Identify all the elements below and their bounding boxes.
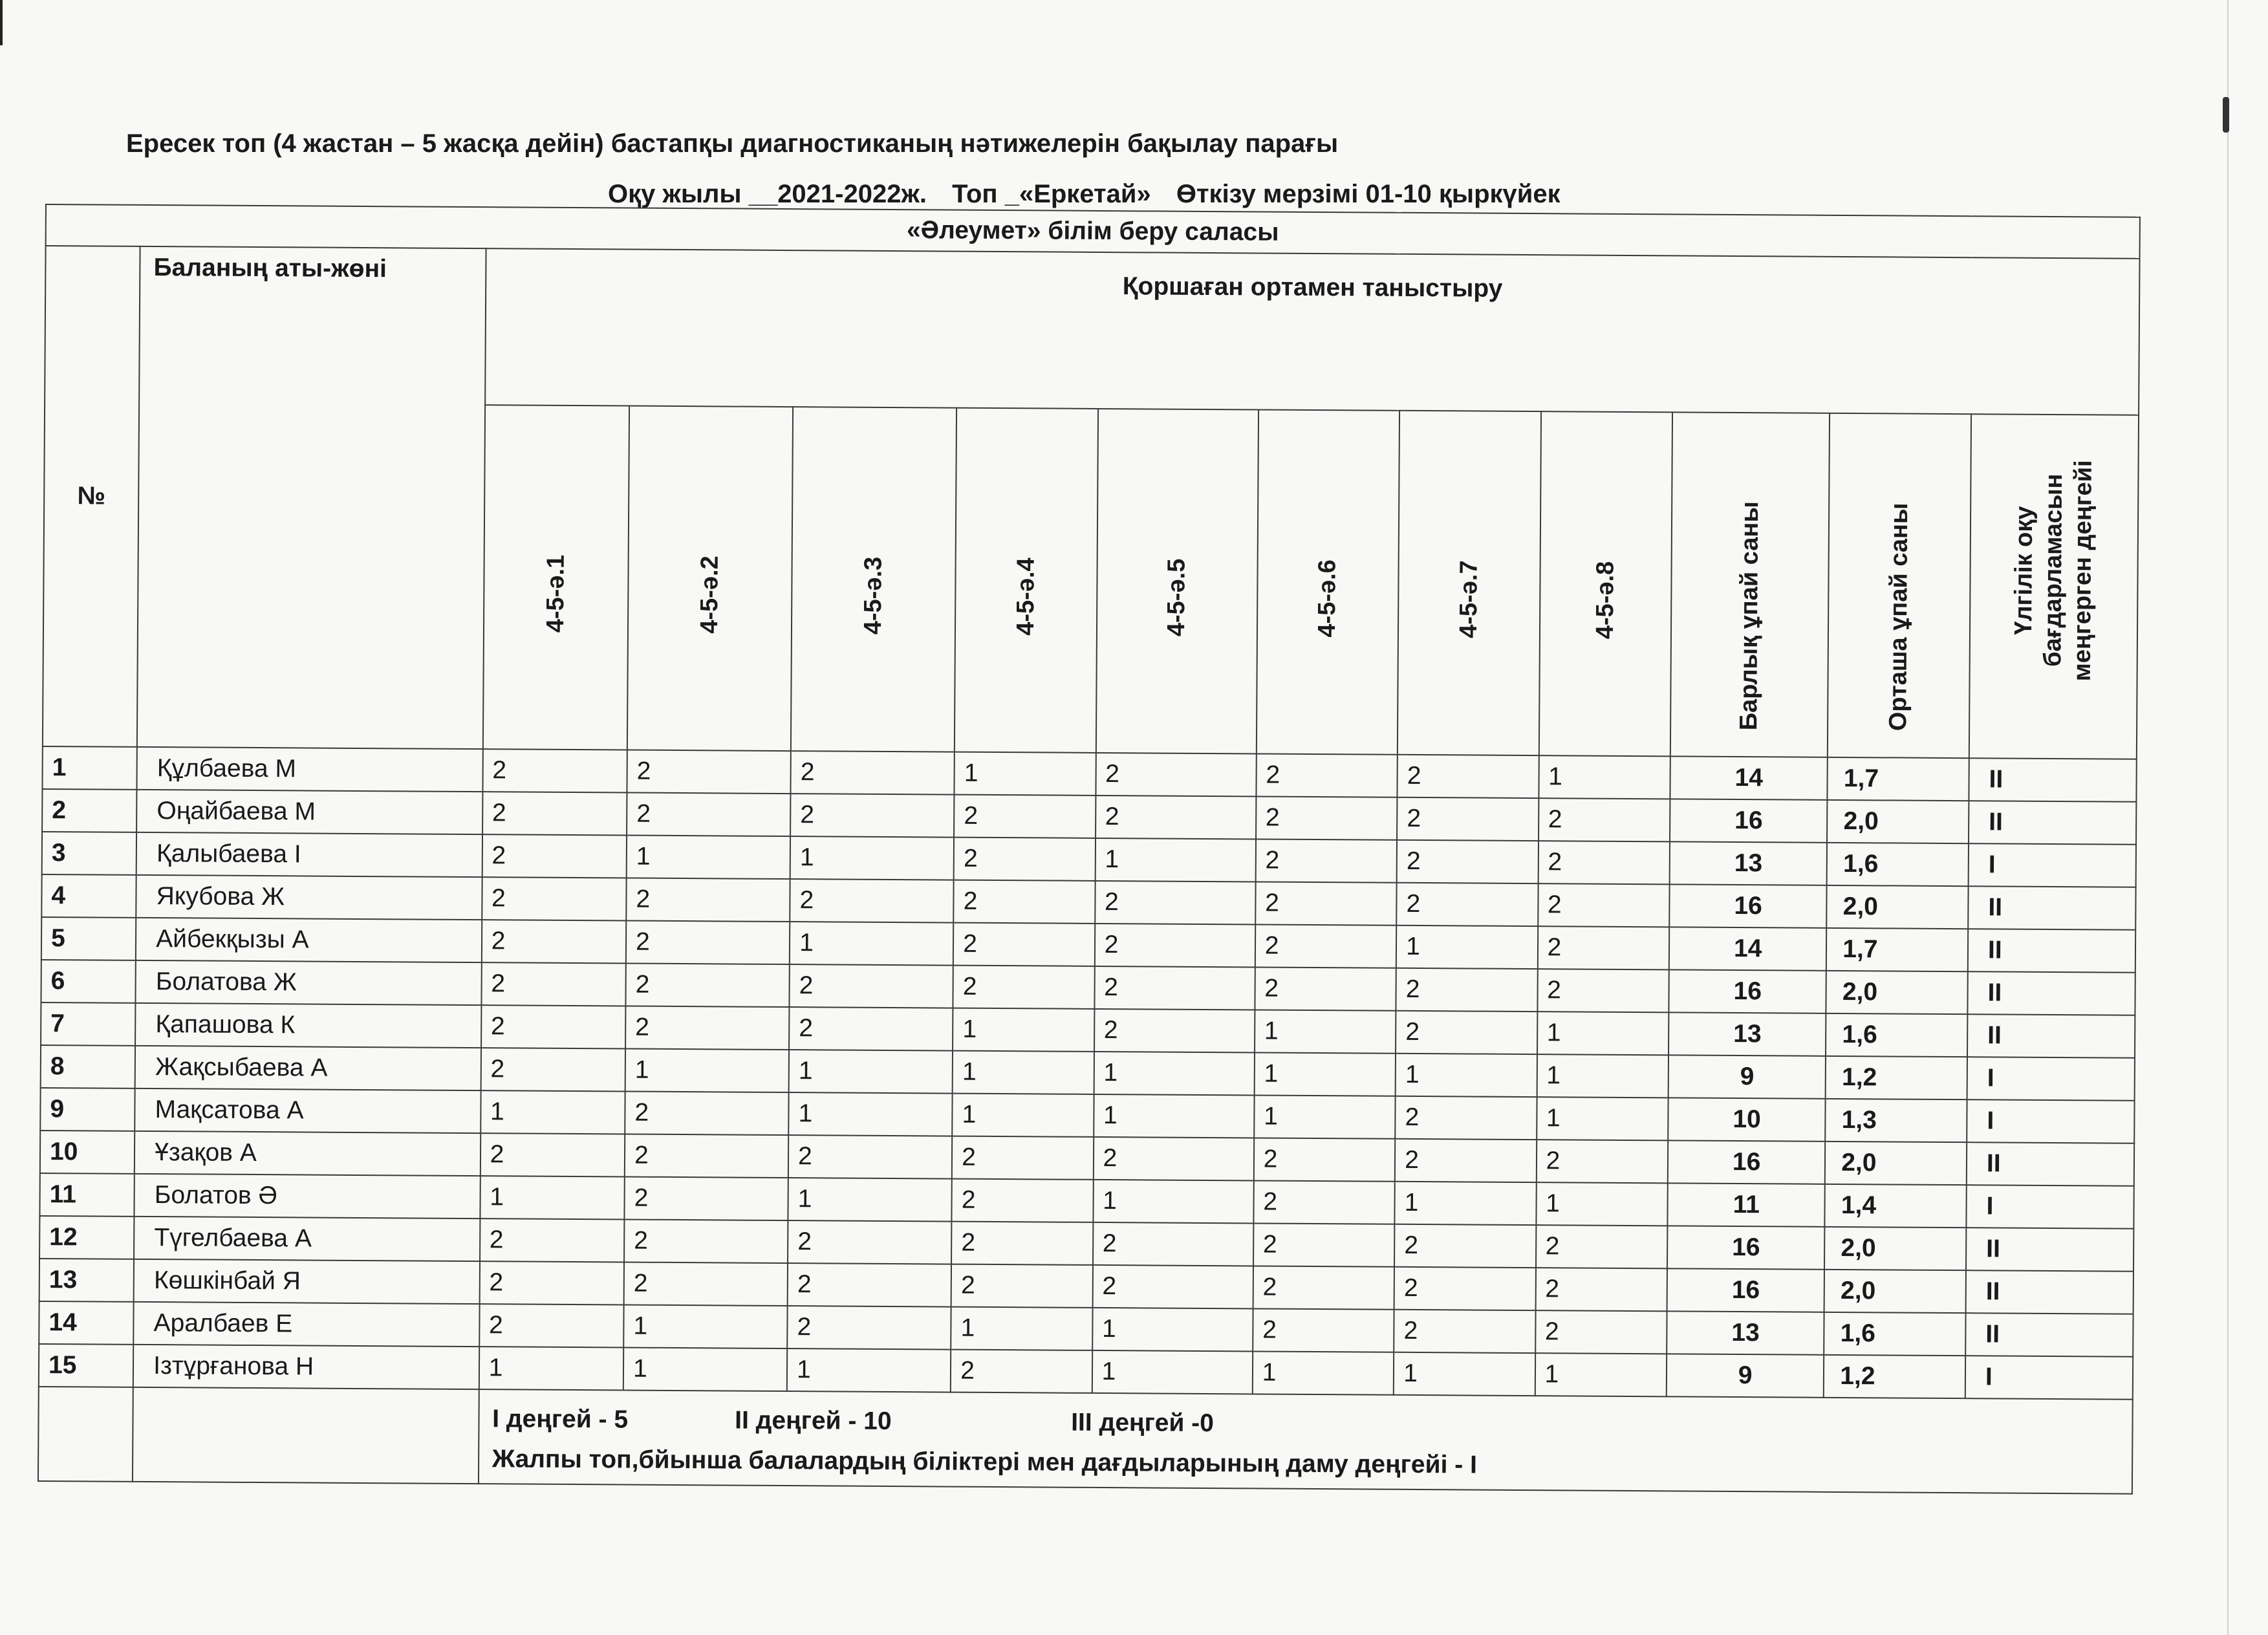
score-cell: 1 <box>955 752 1096 796</box>
child-name: Көшкінбай Я <box>134 1259 480 1304</box>
score-cell: 2 <box>1538 883 1670 927</box>
column-header: 4-5-ә.3 <box>791 407 956 752</box>
score-cell: 1 <box>1094 1094 1255 1138</box>
child-name: Жақсыбаева А <box>135 1046 481 1090</box>
column-header: 4-5-ә.1 <box>483 405 630 750</box>
child-name: Мақсатова А <box>135 1088 481 1133</box>
score-cell: 2 <box>1395 1139 1537 1182</box>
child-name: Айбекқызы А <box>136 918 482 962</box>
document-title: Ересек топ (4 жастан – 5 жасқа дейін) бастапқы диагностиканың нәтижелерін бақылау парағы <box>126 129 1339 158</box>
score-cell: 1 <box>1093 1180 1254 1224</box>
score-cell: 2 <box>1536 1140 1668 1183</box>
score-cell: 2 <box>1394 1224 1536 1268</box>
average-score: 1,2 <box>1826 1056 1967 1099</box>
score-cell: 1 <box>953 1008 1094 1052</box>
average-score: 1,3 <box>1825 1099 1967 1142</box>
score-cell: 1 <box>789 1050 953 1094</box>
score-cell: 1 <box>623 1305 787 1348</box>
score-cell: 2 <box>479 1304 624 1347</box>
score-cell: 2 <box>1396 968 1538 1012</box>
score-cell: 2 <box>626 921 790 965</box>
number-header: № <box>43 246 140 747</box>
score-cell: 1 <box>790 922 953 966</box>
score-cell: 1 <box>1092 1308 1253 1352</box>
average-score: 2,0 <box>1827 800 1969 843</box>
row-number: 5 <box>41 917 136 960</box>
mastery-level: I <box>1967 1099 2134 1143</box>
child-name: Қапашова К <box>135 1003 481 1048</box>
row-number: 6 <box>41 960 136 1003</box>
score-cell: 1 <box>1396 1054 1537 1097</box>
average-score: 1,6 <box>1824 1312 1965 1356</box>
average-score: 1,7 <box>1826 928 1968 971</box>
area-title: «Әлеумет» білім беру саласы <box>46 204 2140 259</box>
score-cell: 2 <box>1397 840 1539 883</box>
total-score: 16 <box>1669 884 1827 927</box>
average-score: 1,2 <box>1824 1355 1965 1398</box>
column-header: 4-5-ә.7 <box>1398 411 1541 755</box>
score-cell: 2 <box>789 1007 953 1051</box>
score-cell: 1 <box>1537 1097 1669 1140</box>
score-cell: 1 <box>623 1347 787 1391</box>
score-cell: 2 <box>1397 797 1539 841</box>
score-cell: 2 <box>1253 1180 1395 1224</box>
average-score: 2,0 <box>1824 1270 1966 1313</box>
score-cell: 1 <box>479 1347 623 1390</box>
average-score: 2,0 <box>1825 1142 1967 1185</box>
mastery-level: II <box>1967 971 2135 1015</box>
score-cell: 1 <box>952 1094 1094 1137</box>
mastery-level: II <box>1966 1228 2133 1272</box>
total-score: 16 <box>1669 969 1827 1013</box>
score-cell: 1 <box>1537 1054 1669 1098</box>
total-header: Барлық ұпай саны <box>1670 412 1830 757</box>
score-cell: 2 <box>482 920 627 963</box>
score-cell: 2 <box>481 1005 626 1048</box>
row-number: 8 <box>41 1045 136 1088</box>
score-cell: 2 <box>1093 1137 1254 1181</box>
score-cell: 2 <box>951 1222 1093 1265</box>
score-cell: 2 <box>954 795 1096 838</box>
score-cell: 1 <box>627 836 790 880</box>
score-cell: 2 <box>788 1135 952 1179</box>
average-score: 2,0 <box>1826 971 1968 1014</box>
total-score: 16 <box>1670 799 1828 842</box>
scan-edge-mark <box>0 0 3 45</box>
total-score: 11 <box>1668 1183 1826 1226</box>
mastery-level: II <box>1968 886 2135 930</box>
score-cell: 1 <box>1394 1352 1535 1396</box>
average-score: 2,0 <box>1827 885 1969 929</box>
score-cell: 1 <box>1395 1182 1537 1225</box>
score-cell: 1 <box>1253 1351 1394 1394</box>
child-name: Якубова Ж <box>136 875 482 920</box>
score-cell: 1 <box>951 1307 1092 1350</box>
score-cell: 2 <box>1094 966 1255 1010</box>
score-cell: 2 <box>951 1264 1093 1308</box>
total-score: 16 <box>1667 1268 1825 1312</box>
row-number: 11 <box>39 1173 135 1217</box>
score-cell: 2 <box>625 1006 789 1050</box>
score-cell: 2 <box>790 794 954 838</box>
column-header: 4-5-ә.8 <box>1539 411 1672 756</box>
row-number: 3 <box>42 832 137 875</box>
page-edge-line <box>2227 0 2229 1635</box>
row-number: 9 <box>40 1088 135 1131</box>
score-cell: 1 <box>1094 1052 1255 1096</box>
header-row-1 <box>45 246 2139 415</box>
total-score: 10 <box>1668 1098 1826 1141</box>
score-cell: 2 <box>624 1219 788 1263</box>
row-number: 15 <box>39 1344 134 1387</box>
mastery-level: II <box>1966 1270 2133 1314</box>
score-cell: 2 <box>1255 839 1397 882</box>
score-cell: 2 <box>1096 796 1257 839</box>
score-cell: 2 <box>1395 1096 1537 1140</box>
total-score: 14 <box>1670 756 1828 799</box>
child-name: Қалыбаева І <box>136 832 482 877</box>
summary-row <box>38 1387 2133 1494</box>
score-cell: 1 <box>1536 1182 1668 1226</box>
score-cell: 1 <box>1095 838 1256 882</box>
child-name: Оңайбаева М <box>136 790 482 834</box>
average-score: 1,4 <box>1825 1184 1967 1228</box>
mastery-level: I <box>1965 1356 2133 1400</box>
level-3-count: III деңгей -0 <box>1071 1408 1215 1438</box>
score-cell: 1 <box>1396 926 1538 969</box>
score-cell: 2 <box>1539 798 1670 841</box>
mastery-level: I <box>1966 1185 2133 1229</box>
score-cell: 2 <box>1394 1310 1535 1353</box>
average-score: 1,6 <box>1826 1013 1967 1057</box>
score-cell: 2 <box>482 749 627 792</box>
total-score: 9 <box>1669 1055 1826 1098</box>
score-cell: 1 <box>1535 1353 1667 1396</box>
score-cell: 2 <box>1092 1265 1253 1309</box>
school-year: Оқу жылы __2021-2022ж. <box>608 180 927 208</box>
mastery-level: II <box>1968 929 2135 973</box>
row-number: 1 <box>42 746 137 790</box>
child-name: Болатов Ә <box>135 1174 481 1218</box>
average-score: 2,0 <box>1824 1227 1966 1270</box>
overall-summary: Жалпы топ,бйынша балалардың біліктері мен дағдыларының даму деңгейі - I <box>491 1445 1477 1479</box>
score-cell: 2 <box>1253 1266 1394 1309</box>
score-cell: 2 <box>1256 796 1398 839</box>
level-2-count: II деңгей - 10 <box>735 1406 892 1436</box>
score-cell: 2 <box>954 838 1096 881</box>
score-cell: 2 <box>1536 1225 1668 1268</box>
score-cell: 2 <box>788 1263 951 1307</box>
score-cell: 2 <box>1093 1222 1254 1266</box>
score-cell: 2 <box>1094 1009 1255 1053</box>
score-cell: 2 <box>1535 1268 1667 1311</box>
row-number: 13 <box>39 1259 135 1302</box>
mastery-level: II <box>1967 1014 2135 1058</box>
column-header: 4-5-ә.6 <box>1257 409 1400 754</box>
score-cell: 2 <box>481 962 626 1006</box>
mastery-level: II <box>1965 1313 2133 1357</box>
score-cell: 2 <box>1253 1308 1394 1352</box>
mastery-level: II <box>1969 801 2136 845</box>
period: Өткізу мерзімі 01-10 қыркүйек <box>1176 180 1561 208</box>
score-cell: 2 <box>1096 753 1257 797</box>
score-cell: 2 <box>1538 841 1670 884</box>
score-cell: 2 <box>787 1306 951 1350</box>
score-cell: 2 <box>790 879 953 923</box>
row-number: 7 <box>41 1002 136 1046</box>
score-cell: 1 <box>1255 1010 1396 1053</box>
score-cell: 1 <box>1539 755 1670 799</box>
total-score: 16 <box>1668 1140 1826 1184</box>
score-cell: 1 <box>1537 1012 1669 1055</box>
row-number: 2 <box>42 789 137 832</box>
average-score: 1,7 <box>1828 757 1969 801</box>
score-cell: 2 <box>625 1134 788 1178</box>
score-cell: 2 <box>482 792 627 835</box>
document-subtitle <box>608 180 1579 209</box>
level-header: Үлгілік оқу бағдарламасын меңгерген деңгейі <box>1969 414 2139 759</box>
score-cell: 2 <box>481 1048 625 1091</box>
score-cell: 1 <box>788 1178 952 1222</box>
mastery-level: I <box>1967 1057 2135 1101</box>
child-name: Аралбаев Е <box>133 1302 479 1347</box>
mastery-level: I <box>1969 843 2136 887</box>
score-cell: 2 <box>627 793 790 837</box>
score-cell: 2 <box>1398 755 1539 798</box>
score-cell: 2 <box>482 834 627 878</box>
score-cell: 2 <box>1253 1223 1395 1266</box>
score-cell: 1 <box>788 1092 952 1136</box>
score-cell: 2 <box>1255 924 1397 968</box>
score-cell: 1 <box>1092 1350 1253 1394</box>
score-cell: 2 <box>953 966 1095 1009</box>
score-cell: 2 <box>1396 1011 1537 1054</box>
score-cell: 2 <box>953 880 1095 924</box>
score-cell: 2 <box>625 1092 788 1136</box>
row-number: 12 <box>39 1216 135 1259</box>
topic-header: Қоршаған ортамен таныстыру <box>485 248 2140 415</box>
score-cell: 2 <box>624 1262 788 1306</box>
score-cell: 2 <box>1537 969 1669 1012</box>
score-cell: 1 <box>790 836 954 880</box>
score-cell: 2 <box>1537 926 1669 969</box>
score-cell: 2 <box>480 1218 625 1262</box>
average-score: 1,6 <box>1827 843 1969 886</box>
level-1-count: I деңгей - 5 <box>492 1405 629 1434</box>
score-cell: 2 <box>952 1136 1094 1180</box>
score-cell: 2 <box>1254 1138 1396 1181</box>
score-cell: 2 <box>627 750 790 794</box>
total-score: 13 <box>1667 1311 1824 1354</box>
score-cell: 1 <box>1254 1095 1396 1138</box>
score-cell: 2 <box>951 1350 1092 1393</box>
mastery-level: II <box>1967 1142 2134 1186</box>
results-table <box>38 204 2141 1495</box>
score-cell: 2 <box>482 877 627 920</box>
row-number: 10 <box>40 1131 135 1174</box>
average-header: Орташа ұпай саны <box>1828 413 1971 758</box>
summary-cell <box>479 1389 2133 1494</box>
score-cell: 2 <box>625 964 789 1008</box>
child-name: Құлбаева М <box>137 747 483 792</box>
empty-cell <box>38 1387 133 1482</box>
score-cell: 1 <box>787 1348 951 1392</box>
mastery-level: II <box>1969 758 2136 802</box>
score-cell: 1 <box>481 1090 625 1134</box>
score-cell: 2 <box>1256 753 1398 797</box>
score-cell: 2 <box>788 1220 951 1264</box>
score-cell: 2 <box>791 751 955 795</box>
total-score: 16 <box>1667 1226 1825 1269</box>
total-score: 13 <box>1669 1012 1826 1056</box>
score-cell: 2 <box>1394 1267 1536 1310</box>
score-cell: 2 <box>1094 924 1255 968</box>
score-cell: 2 <box>1095 881 1256 925</box>
child-name: Түгелбаева А <box>134 1217 480 1261</box>
score-cell: 2 <box>480 1133 625 1176</box>
name-header: Баланың аты-жөні <box>137 246 486 749</box>
score-cell: 1 <box>625 1049 789 1093</box>
score-cell: 2 <box>1535 1310 1667 1354</box>
score-cell: 2 <box>624 1177 788 1221</box>
hole-punch-mark <box>2223 97 2229 133</box>
score-cell: 2 <box>790 964 953 1008</box>
column-header: 4-5-ә.2 <box>627 406 793 752</box>
empty-cell <box>133 1387 479 1484</box>
score-cell: 2 <box>1396 883 1538 926</box>
score-cell: 1 <box>953 1051 1094 1094</box>
total-score: 13 <box>1670 841 1828 885</box>
column-header: 4-5-ә.5 <box>1096 409 1258 754</box>
row-number: 4 <box>41 874 136 918</box>
score-cell: 1 <box>480 1176 625 1219</box>
row-number: 14 <box>39 1301 134 1345</box>
total-score: 9 <box>1667 1354 1824 1397</box>
total-score: 14 <box>1669 927 1827 970</box>
score-cell: 2 <box>1255 967 1396 1010</box>
score-cell: 1 <box>1254 1052 1396 1096</box>
score-cell: 2 <box>953 923 1095 966</box>
column-header: 4-5-ә.4 <box>955 408 1098 753</box>
child-name: Ізтұрғанова Н <box>133 1345 479 1389</box>
child-name: Ұзақов А <box>135 1131 481 1176</box>
score-cell: 2 <box>1255 882 1397 925</box>
child-name: Болатова Ж <box>136 960 482 1005</box>
score-cell: 2 <box>479 1261 624 1305</box>
group-name: Топ _«Еркетай» <box>952 180 1151 208</box>
score-cell: 2 <box>952 1179 1094 1222</box>
score-cell: 2 <box>626 878 790 922</box>
